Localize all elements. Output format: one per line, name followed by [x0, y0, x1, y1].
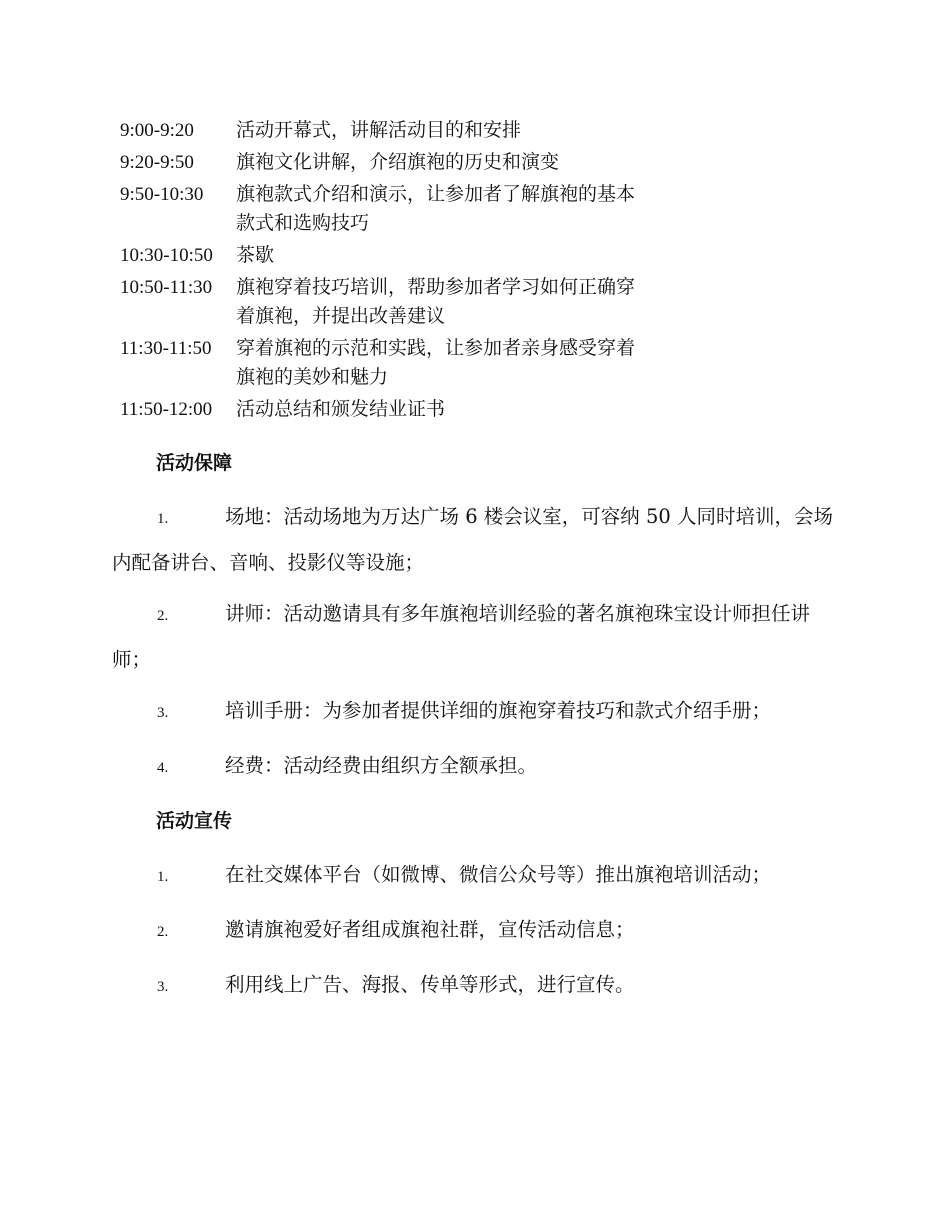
item-number: 2.: [157, 924, 169, 940]
schedule-desc: 旗袍穿着技巧培训，帮助参加者学习如何正确穿着旗袍，并提出改善建议: [236, 276, 636, 327]
item-text: 在社交媒体平台（如微博、微信公众号等）推出旗袍培训活动；: [225, 863, 772, 886]
schedule-desc: 茶歇: [236, 244, 275, 266]
schedule-time: 9:50-10:30: [120, 184, 204, 205]
schedule-row: [113, 148, 643, 177]
guarantee-item: [112, 689, 842, 735]
item-text: 邀请旗袍爱好者组成旗袍社群，宣传活动信息；: [225, 918, 635, 941]
item-text: 经费：活动经费由组织方全额承担。: [225, 754, 538, 777]
item-text: 培训手册：为参加者提供详细的旗袍穿着技巧和款式介绍手册；: [225, 699, 772, 722]
schedule-desc: 穿着旗袍的示范和实践，让参加者亲身感受穿着旗袍的美妙和魅力: [236, 337, 636, 388]
item-number: 4.: [157, 760, 169, 776]
schedule-time: 10:30-10:50: [120, 245, 213, 266]
item-text: 利用线上广告、海报、传单等形式，进行宣传。: [225, 973, 635, 996]
schedule-time: 9:20-9:50: [120, 152, 194, 173]
item-text: 场地：活动场地为万达广场 6 楼会议室，可容纳 50 人同时培训，会场内配备讲台、音响、投影仪等设施；: [112, 505, 834, 574]
schedule-time: 11:30-11:50: [120, 338, 212, 359]
schedule-time: 9:00-9:20: [120, 120, 194, 141]
section-heading-guarantee: 活动保障: [156, 452, 233, 474]
item-number: 3.: [157, 979, 169, 995]
promotion-item: [112, 853, 842, 899]
item-text: 讲师：活动邀请具有多年旗袍培训经验的著名旗袍珠宝设计师担任讲师；: [112, 602, 811, 671]
item-number: 2.: [157, 608, 169, 624]
schedule-time: 11:50-12:00: [120, 399, 213, 420]
item-number: 1.: [157, 511, 169, 527]
schedule-desc: 旗袍文化讲解，介绍旗袍的历史和演变: [236, 151, 560, 173]
schedule-row: [113, 180, 643, 238]
promotion-item: [112, 908, 842, 954]
item-number: 1.: [157, 869, 169, 885]
schedule-desc: 活动开幕式，讲解活动目的和安排: [236, 119, 522, 141]
schedule-desc: 旗袍款式介绍和演示，让参加者了解旗袍的基本款式和选购技巧: [236, 183, 636, 234]
schedule-time: 10:50-11:30: [120, 277, 213, 298]
schedule-row: [113, 395, 643, 424]
schedule-row: [113, 116, 643, 145]
schedule-desc: 活动总结和颁发结业证书: [236, 398, 446, 420]
guarantee-item: [112, 592, 842, 682]
schedule-row: [113, 334, 643, 392]
schedule-table: [113, 116, 643, 427]
section-heading-promotion: 活动宣传: [156, 810, 233, 832]
schedule-row: [113, 241, 643, 270]
guarantee-item: [112, 495, 842, 585]
item-number: 3.: [157, 705, 169, 721]
promotion-item: [112, 963, 842, 1009]
schedule-row: [113, 273, 643, 331]
guarantee-item: [112, 744, 842, 790]
